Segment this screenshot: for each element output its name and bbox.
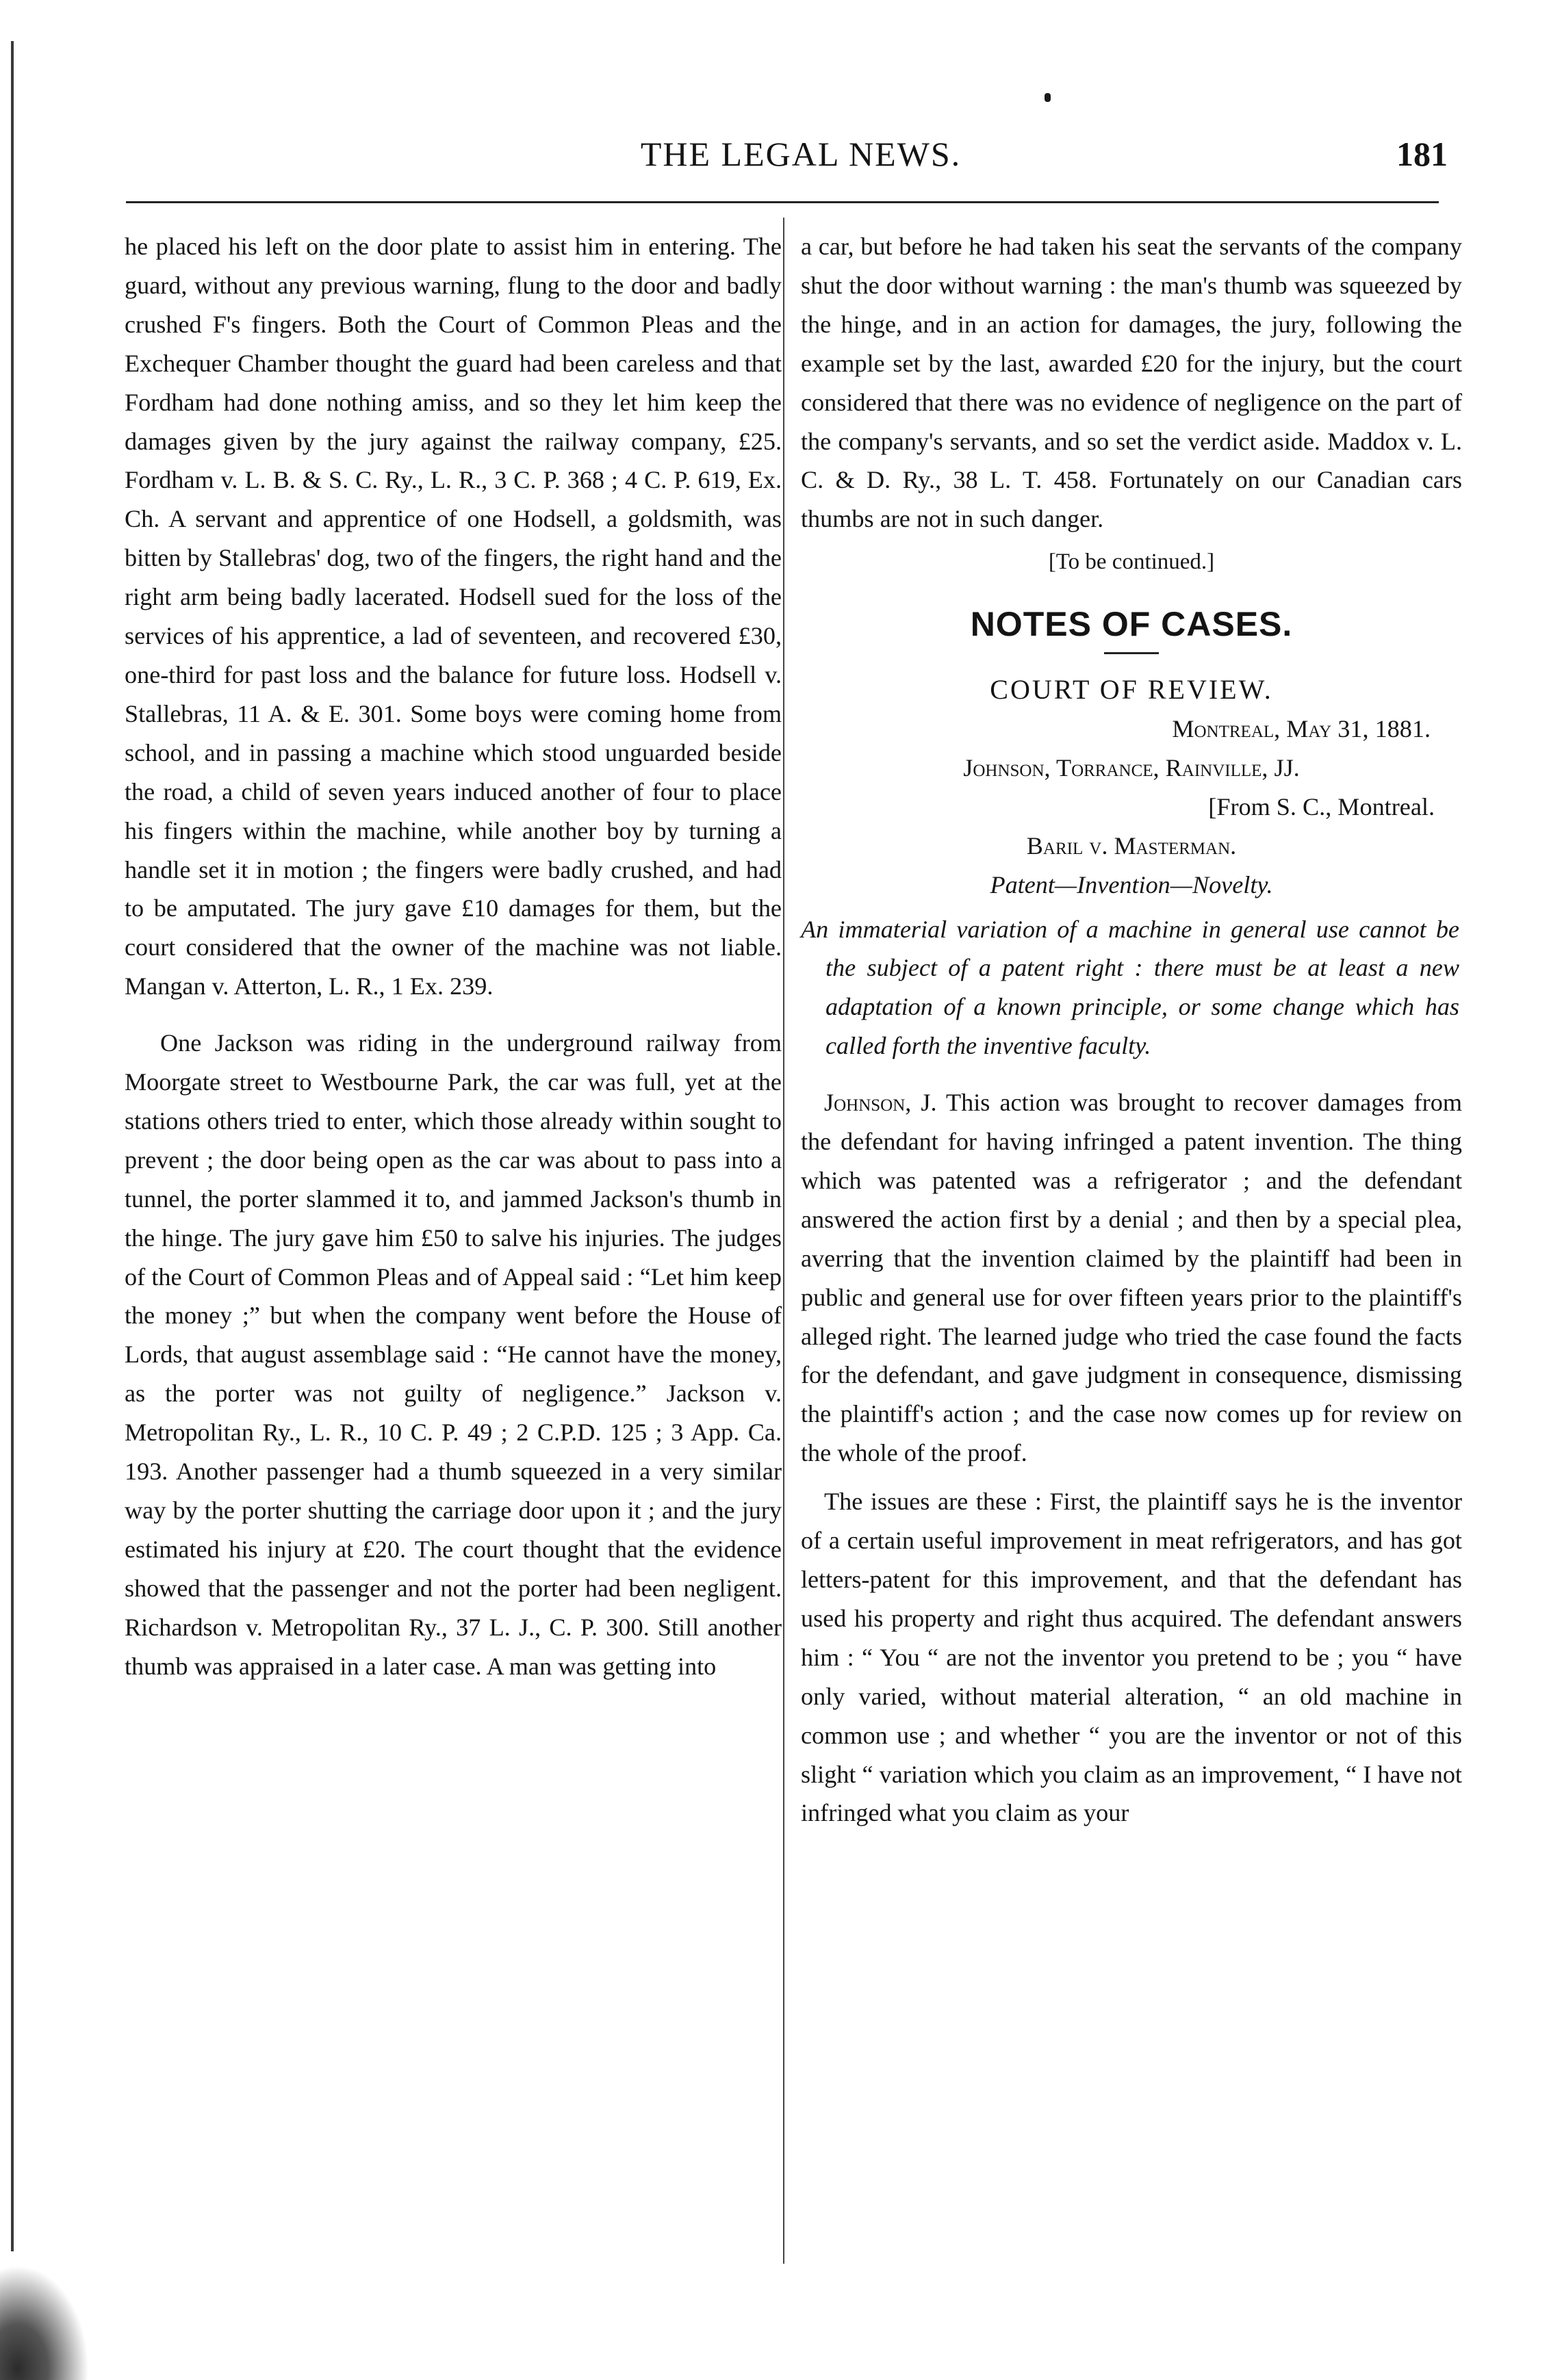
right-column <box>801 227 1462 1833</box>
source-note: [From S. C., Montreal. <box>1208 792 1435 820</box>
judgment-text: This action was brought to recover damages from the defendant for having infringed a patent invention. The thing which was patented was a refrigerator ; and the defendant answered the action first by a denial ; and then by a special plea, averring that the invention claimed by the plaintiff had been in public and general use for over fifteen years prior to the plaintiff's alleged right. The learned judge who tried the case found the facts for the defendant, and gave judgment in consequence, dismissing the plaintiff's action ; and the case now comes up for review on the whole of the proof. <box>801 1089 1462 1467</box>
left-column <box>125 227 782 1686</box>
case-name: Baril v. Masterman. <box>1026 831 1237 859</box>
dateline: Montreal, May 31, 1881. <box>1172 714 1431 742</box>
right-paragraph-3: The issues are these : First, the plaintiff says he is the inventor of a certain useful improvement in meat refrigerators, and has got letters-patent for this improvement, and that the defendant has used his property and right thus acquired. The defendant answers him : “ You “ are not the inventor you pretend to be ; you “ have only varied, without material alteration, “ an old machine in common use ; and whether “ you are the inventor or not of this slight “ variation which you claim as an improvement, “ I have not infringed what you claim as your <box>801 1488 1462 1827</box>
header-rule <box>126 201 1439 203</box>
left-paragraph-2: One Jackson was riding in the underground railway from Moorgate street to Westbourne Park, the car was full, yet at the stations others tried to enter, which those already within sought to prevent ; the door being open as the car was about to pass into a tunnel, the porter slammed it to, and jammed Jackson's thumb in the hinge. The jury gave him £50 to salve his injuries. The judges of the Court of Common Pleas and of Appeal said : “Let him keep the money ;” but when the company went before the House of Lords, that august assemblage said : “He cannot have the money, as the porter was not guilty of negligence.” Jackson v. Metropolitan Ry., L. R., 10 C. P. 49 ; 2 C.P.D. 125 ; 3 App. Ca. 193. Another passenger had a thumb squeezed in a very similar way by the porter shutting the carriage door upon it ; and the jury estimated his injury at £20. The court thought that the evidence showed that the passenger and not the porter had been negligent. Richardson v. Metropolitan Ry., 37 L. J., C. P. 300. Still another thumb was appraised in a later case. A man was getting into <box>125 1029 782 1680</box>
binding-edge-line <box>11 41 14 2251</box>
right-paragraph-1: a car, but before he had taken his seat the servants of the company shut the door without warning : the man's thumb was squeezed by the hinge, and in an action for damages, the jury, following the example set by the last, awarded £20 for the injury, but the court considered that there was no evidence of negligence on the part of the company's servants, and so set the verdict aside. Maddox v. L. C. & D. Ry., 38 L. T. 458. Fortunately on our Canadian cars thumbs are not in such danger. <box>801 233 1462 533</box>
court-name: COURT OF REVIEW. <box>990 674 1273 706</box>
section-title: NOTES OF CASES. <box>970 605 1293 644</box>
column-divider <box>783 218 784 2264</box>
right-paragraph-2 <box>801 1083 1462 1473</box>
section-rule <box>1104 652 1159 654</box>
page-number: 181 <box>1396 135 1448 173</box>
judge-label: Johnson, J. <box>824 1089 937 1117</box>
corner-ink-blot <box>0 2265 89 2380</box>
headnote: An immaterial variation of a machine in general use cannot be the subject of a patent right : there must be at least a new adaptation of a known principle, or some change which has called forth the inventive faculty. <box>801 915 1459 1060</box>
publication-title: THE LEGAL NEWS. <box>640 135 962 173</box>
running-head <box>116 134 1485 175</box>
left-paragraph-1: he placed his left on the door plate to assist him in entering. The guard, without any previous warning, flung to the door and badly crushed F's fingers. Both the Court of Common Pleas and the Exchequer Chamber thought the guard had been careless and that Fordham had done nothing amiss, and so they let him keep the damages given by the jury against the railway company, £25. Fordham v. L. B. & S. C. Ry., L. R., 3 C. P. 368 ; 4 C. P. 619, Ex. Ch. A servant and apprentice of one Hodsell, a goldsmith, was bitten by Stallebras' dog, two of the fingers, the right hand and the right arm being badly lacerated. Hodsell sued for the loss of the services of his apprentice, a lad of seventeen, and recovered £30, one-third for past loss and the balance for future loss. Hodsell v. Stallebras, 11 A. & E. 301. Some boys were coming home from school, and in passing a machine which stood unguarded beside the road, a child of seven years induced another of four to place his fingers within the machine, while another boy by turning a handle set it in motion ; the fingers were badly crushed, and had to be amputated. The jury gave £10 damages for them, but the court considered that the owner of the machine was not liable. Mangan v. Atterton, L. R., 1 Ex. 239. <box>125 233 782 1000</box>
ink-dot <box>1045 93 1051 102</box>
case-subject: Patent—Invention—Novelty. <box>990 870 1273 898</box>
judges: Johnson, Torrance, Rainville, JJ. <box>963 753 1300 781</box>
continued-note: [To be continued.] <box>1048 549 1215 575</box>
